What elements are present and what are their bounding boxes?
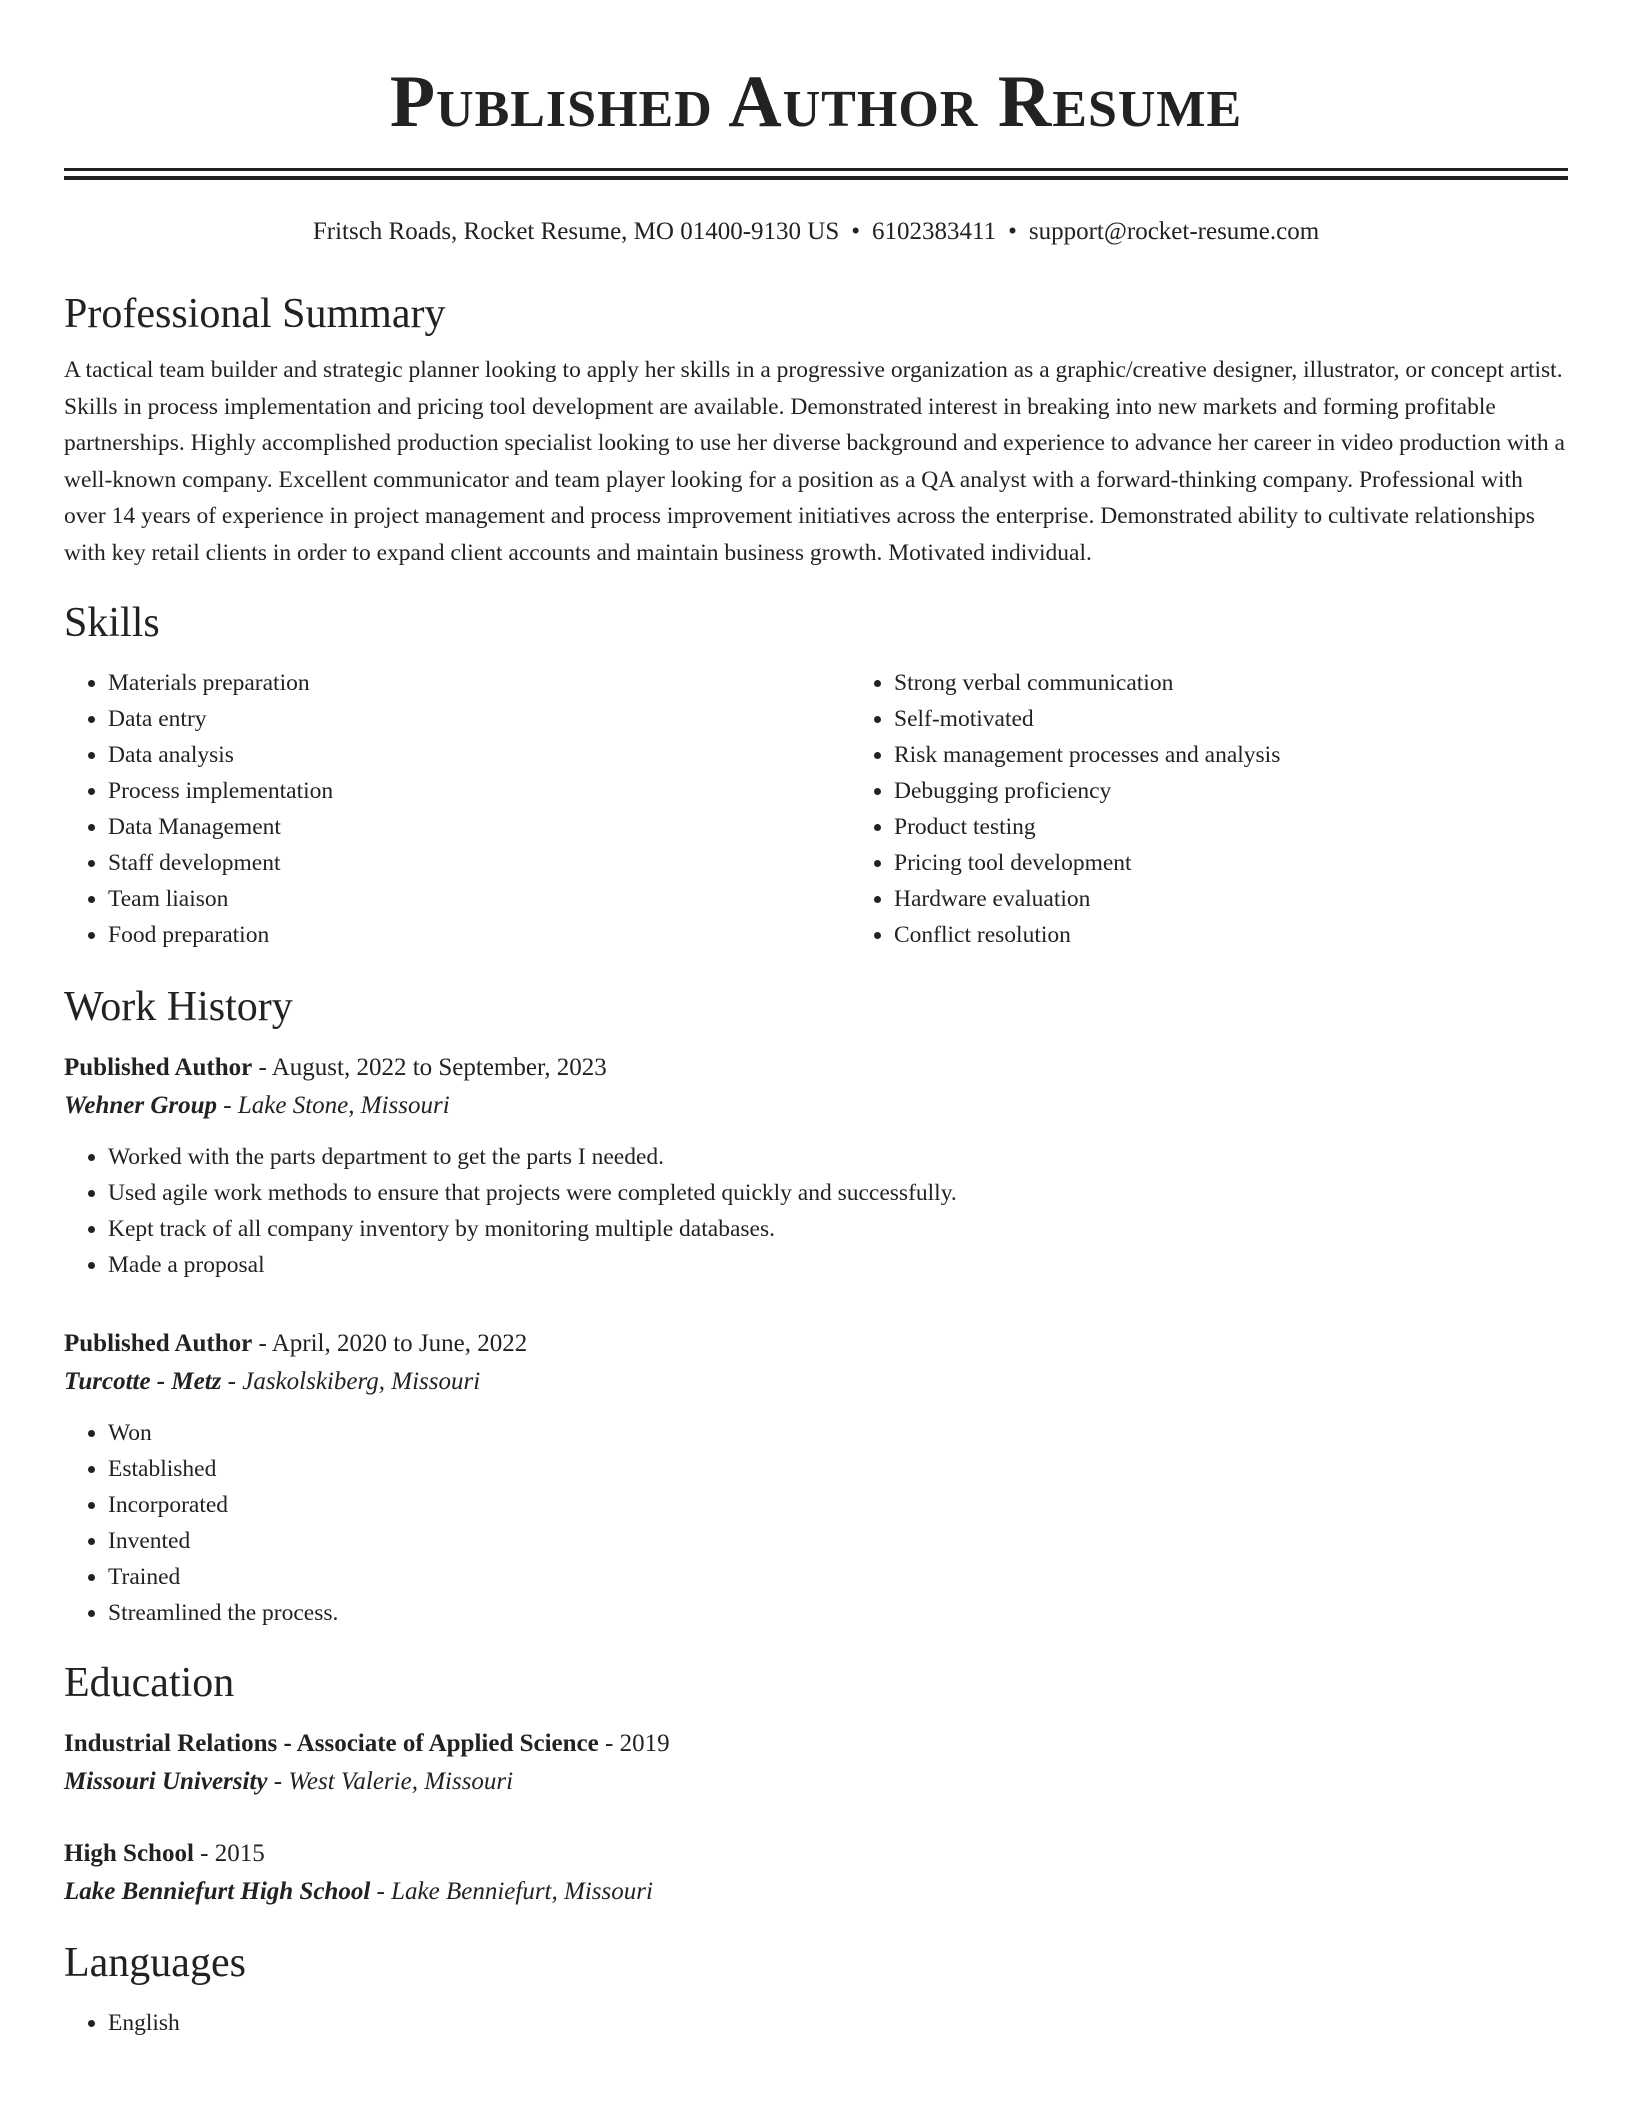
- job-title-line: Published Author - April, 2020 to June, 2022: [64, 1330, 528, 1357]
- skill-item: • Materials preparation: [108, 665, 850, 701]
- job-company-line: Turcotte - Metz - Jaskolskiberg, Missouri: [64, 1368, 481, 1395]
- education-location: West Valerie, Missouri: [288, 1768, 514, 1795]
- resume-title: Published Author Resume: [389, 61, 1243, 143]
- summary-text: A tactical team builder and strategic planner looking to apply her skills in a progressive organization as a graphic/creative designer, illustrator, or concept artist. Skills in process implementation and pricing tool development are available. Demonstrated interest in breaking into new markets and forming profitable partnerships. Highly accomplished production specialist looking to use her diverse background and experience to advance her career in video production with a well-known company. Excellent communicator and team player looking for a position as a QA analyst with a forward-thinking company. Professional with over 14 years of experience in project management and process improvement initiatives across the enterprise. Demonstrated ability to cultivate relationships with key retail clients in order to expand client accounts and maintain business growth. Motivated individual.: [64, 357, 1565, 566]
- job-dates: April, 2020 to June, 2022: [271, 1330, 528, 1357]
- education-degree-line: High School - 2015: [64, 1840, 265, 1867]
- education-heading: Education: [64, 1660, 235, 1706]
- skill-item: • Conflict resolution: [894, 917, 1632, 953]
- education-school-line: Missouri University - West Valerie, Missouri: [64, 1768, 514, 1795]
- job-bullet: • Kept track of all company inventory by monitoring multiple databases.: [108, 1211, 1568, 1247]
- skills-list-right: [850, 665, 1632, 953]
- language-item: • English: [108, 2005, 1568, 2041]
- education-entry: [64, 1835, 1568, 1911]
- job-bullet: • Invented: [108, 1523, 1568, 1559]
- education-degree-line: Industrial Relations - Associate of Applied Science - 2019: [64, 1730, 670, 1757]
- languages-list: [64, 2005, 1568, 2041]
- education-degree: High School: [64, 1840, 194, 1867]
- contact-phone: 6102383411: [872, 218, 997, 245]
- job-title: Published Author: [64, 1330, 253, 1357]
- job-company-line: Wehner Group - Lake Stone, Missouri: [64, 1092, 450, 1119]
- education-school: Lake Benniefurt High School: [64, 1878, 371, 1905]
- skill-item: • Food preparation: [108, 917, 850, 953]
- job-bullet: • Established: [108, 1451, 1568, 1487]
- contact-separator: •: [851, 218, 860, 245]
- contact-separator: •: [1008, 218, 1017, 245]
- work-history-heading: Work History: [64, 984, 293, 1030]
- education-degree: Industrial Relations - Associate of Applied Science: [64, 1730, 599, 1757]
- skills-columns: [64, 665, 1568, 953]
- job-bullet: • Trained: [108, 1559, 1568, 1595]
- contact-email: support@rocket-resume.com: [1028, 218, 1320, 245]
- education-year: 2019: [619, 1730, 670, 1757]
- skill-item: • Self-motivated: [894, 701, 1632, 737]
- education-location: Lake Benniefurt, Missouri: [391, 1878, 653, 1905]
- summary-heading: Professional Summary: [64, 291, 446, 337]
- education-school-line: Lake Benniefurt High School - Lake Benniefurt, Missouri: [64, 1878, 653, 1905]
- job-bullet: • Won: [108, 1415, 1568, 1451]
- skills-list-left: [64, 665, 850, 953]
- job-entry: [64, 1325, 1568, 1631]
- job-location: Jaskolskiberg, Missouri: [242, 1368, 481, 1395]
- education-year: 2015: [214, 1840, 265, 1867]
- skill-item: • Data analysis: [108, 737, 850, 773]
- job-entry: [64, 1049, 1568, 1283]
- skill-item: • Hardware evaluation: [894, 881, 1632, 917]
- job-title-line: Published Author - August, 2022 to September, 2023: [64, 1054, 607, 1081]
- skill-item: • Team liaison: [108, 881, 850, 917]
- skill-item: • Risk management processes and analysis: [894, 737, 1632, 773]
- skill-item: • Pricing tool development: [894, 845, 1632, 881]
- skill-item: • Process implementation: [108, 773, 850, 809]
- job-bullets: [64, 1139, 1568, 1283]
- job-company: Turcotte - Metz: [64, 1368, 222, 1395]
- job-title: Published Author: [64, 1054, 253, 1081]
- skill-item: • Data Management: [108, 809, 850, 845]
- job-bullets: [64, 1415, 1568, 1631]
- skills-heading: Skills: [64, 600, 160, 646]
- skill-item: • Product testing: [894, 809, 1632, 845]
- job-company: Wehner Group: [64, 1092, 218, 1119]
- languages-heading: Languages: [64, 1940, 246, 1986]
- skill-item: • Data entry: [108, 701, 850, 737]
- contact-line: [64, 216, 1568, 248]
- job-bullet: • Streamlined the process.: [108, 1595, 1568, 1631]
- education-entry: [64, 1725, 1568, 1801]
- skill-item: • Strong verbal communication: [894, 665, 1632, 701]
- skill-item: • Debugging proficiency: [894, 773, 1632, 809]
- job-bullet: • Made a proposal: [108, 1247, 1568, 1283]
- title-divider: [64, 168, 1568, 180]
- job-dates: August, 2022 to September, 2023: [271, 1054, 607, 1081]
- job-bullet: • Used agile work methods to ensure that projects were completed quickly and successfully.: [108, 1175, 1568, 1211]
- job-bullet: • Incorporated: [108, 1487, 1568, 1523]
- job-bullet: • Worked with the parts department to get the parts I needed.: [108, 1139, 1568, 1175]
- contact-address: Fritsch Roads, Rocket Resume, MO 01400-9130 US: [312, 218, 840, 245]
- education-school: Missouri University: [64, 1768, 268, 1795]
- job-location: Lake Stone, Missouri: [237, 1092, 450, 1119]
- skill-item: • Staff development: [108, 845, 850, 881]
